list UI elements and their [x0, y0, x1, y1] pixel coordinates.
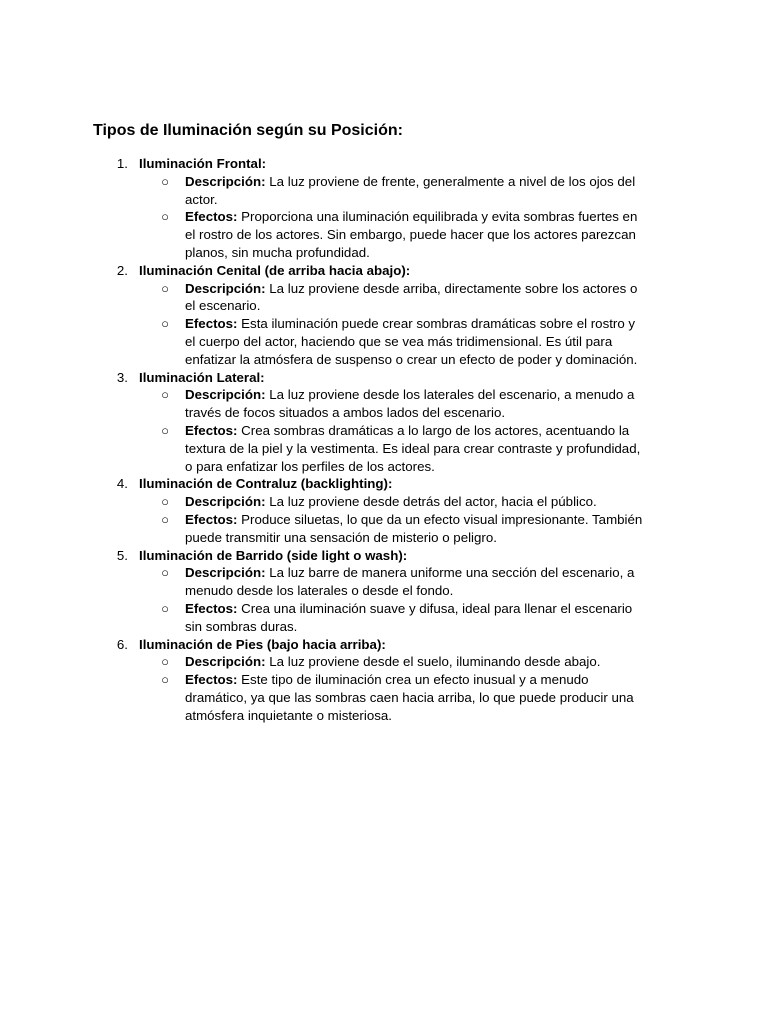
detail-text-line: atmósfera inquietante o misteriosa. — [185, 707, 392, 723]
detail-item — [0, 315, 670, 368]
detail-item — [0, 386, 670, 422]
detail-list — [0, 386, 768, 475]
list-item-heading — [0, 547, 768, 565]
detail-text-line: sin sombras duras. — [185, 618, 298, 634]
list-item-title: Iluminación Frontal: — [139, 156, 267, 171]
detail-text-line: La luz proviene desde los laterales del escenario, a menudo a — [269, 387, 635, 403]
document-title: Tipos de Iluminación según su Posición: — [93, 122, 403, 139]
detail-text-line: el cuerpo del actor, haciendo que se vea más tridimensional. Es útil para — [185, 333, 613, 349]
detail-text-line: el escenario. — [185, 298, 261, 314]
detail-label: Descripción: — [185, 280, 266, 296]
list-item-heading — [0, 636, 768, 654]
list-item-title: Iluminación Lateral: — [139, 369, 265, 385]
detail-text-line: Proporciona una iluminación equilibrada y evita sombras fuertes en — [241, 209, 638, 225]
hollow-circle-bullet-icon: ○ — [161, 494, 169, 510]
list-item-heading — [0, 155, 768, 173]
detail-label: Efectos: — [185, 209, 238, 225]
list-item-title: Iluminación Cenital (de arriba hacia abajo): — [139, 262, 411, 278]
hollow-circle-bullet-icon: ○ — [161, 422, 169, 438]
detail-text-line: dramático, ya que las sombras caen hacia arriba, lo que puede producir una — [185, 689, 634, 705]
detail-text-line: textura de la piel y la vestimenta. Es ideal para crear contraste y profundidad, — [185, 440, 641, 456]
detail-list — [0, 564, 768, 635]
detail-label: Descripción: — [185, 387, 266, 403]
list-item-number: 4. — [116, 476, 128, 492]
detail-label: Descripción: — [185, 565, 266, 581]
detail-text-line: través de focos situados a ambos lados del escenario. — [185, 405, 506, 421]
detail-text-line: La luz proviene desde detrás del actor, hacia el público. — [269, 494, 597, 510]
detail-label: Descripción: — [185, 494, 266, 510]
detail-text-line: planos, sin mucha profundidad. — [185, 244, 370, 260]
list-item-title: Iluminación de Barrido (side light o wash): — [139, 547, 408, 563]
detail-text-line: La luz proviene desde el suelo, iluminando desde abajo. — [269, 654, 601, 670]
list-item-title: Iluminación de Contraluz (backlighting): — [139, 476, 393, 492]
detail-text-line: enfatizar la atmósfera de suspenso o crear un efecto de poder y dominación. — [185, 351, 638, 367]
list-item-heading — [0, 475, 768, 493]
detail-item — [0, 173, 670, 209]
detail-text-line: La luz proviene de frente, generalmente a nivel de los ojos del — [269, 173, 636, 189]
detail-item — [0, 493, 670, 511]
hollow-circle-bullet-icon: ○ — [161, 173, 169, 189]
detail-item — [0, 671, 670, 724]
hollow-circle-bullet-icon: ○ — [161, 280, 169, 296]
detail-item — [0, 280, 670, 316]
detail-label: Descripción: — [185, 173, 266, 189]
detail-text-line: menudo desde los laterales o desde el fondo. — [185, 583, 454, 599]
detail-label: Efectos: — [185, 511, 238, 527]
hollow-circle-bullet-icon: ○ — [161, 511, 169, 527]
list-item-number: 1. — [116, 156, 128, 171]
detail-list — [0, 653, 768, 724]
detail-item — [0, 600, 670, 636]
list-item — [0, 155, 768, 262]
list-item-heading — [0, 262, 768, 280]
list-item — [0, 475, 768, 546]
detail-text-line: La luz proviene desde arriba, directamente sobre los actores o — [269, 280, 638, 296]
detail-item — [0, 511, 670, 547]
detail-text-line: Esta iluminación puede crear sombras dramáticas sobre el rostro y — [241, 316, 636, 332]
detail-text-line: puede transmitir una sensación de misterio o peligro. — [185, 529, 497, 545]
detail-item — [0, 422, 670, 475]
lighting-types-list — [0, 155, 768, 725]
detail-label: Efectos: — [185, 672, 238, 688]
hollow-circle-bullet-icon: ○ — [161, 654, 169, 670]
detail-list — [0, 280, 768, 369]
hollow-circle-bullet-icon: ○ — [161, 209, 169, 225]
detail-label: Efectos: — [185, 600, 238, 616]
list-item — [0, 636, 768, 725]
list-item-heading — [0, 369, 768, 387]
list-item-number: 2. — [116, 262, 128, 278]
list-item-number: 3. — [116, 369, 128, 385]
detail-list — [0, 493, 768, 546]
hollow-circle-bullet-icon: ○ — [161, 316, 169, 332]
hollow-circle-bullet-icon: ○ — [161, 672, 169, 688]
detail-label: Descripción: — [185, 654, 266, 670]
detail-item — [0, 564, 670, 600]
list-item-title: Iluminación de Pies (bajo hacia arriba): — [139, 636, 386, 652]
list-item — [0, 547, 768, 636]
detail-text-line: Crea sombras dramáticas a lo largo de los actores, acentuando la — [241, 422, 630, 438]
hollow-circle-bullet-icon: ○ — [161, 565, 169, 581]
detail-text-line: el rostro de los actores. Sin embargo, puede hacer que los actores parezcan — [185, 227, 636, 243]
hollow-circle-bullet-icon: ○ — [161, 387, 169, 403]
list-item-number: 5. — [116, 547, 128, 563]
detail-item — [0, 653, 670, 671]
list-item — [0, 262, 768, 369]
detail-label: Efectos: — [185, 422, 238, 438]
detail-text-line: La luz barre de manera uniforme una sección del escenario, a — [269, 565, 635, 581]
detail-text-line: Este tipo de iluminación crea un efecto inusual y a menudo — [241, 672, 589, 688]
detail-text-line: Crea una iluminación suave y difusa, ideal para llenar el escenario — [241, 600, 633, 616]
detail-text-line: o para enfatizar los perfiles de los actores. — [185, 458, 435, 474]
list-item-number: 6. — [116, 636, 128, 652]
detail-label: Efectos: — [185, 316, 238, 332]
detail-list — [0, 173, 768, 262]
list-item — [0, 369, 768, 476]
hollow-circle-bullet-icon: ○ — [161, 600, 169, 616]
detail-text-line: actor. — [185, 191, 218, 207]
detail-item — [0, 208, 670, 261]
detail-text-line: Produce siluetas, lo que da un efecto visual impresionante. También — [241, 511, 643, 527]
